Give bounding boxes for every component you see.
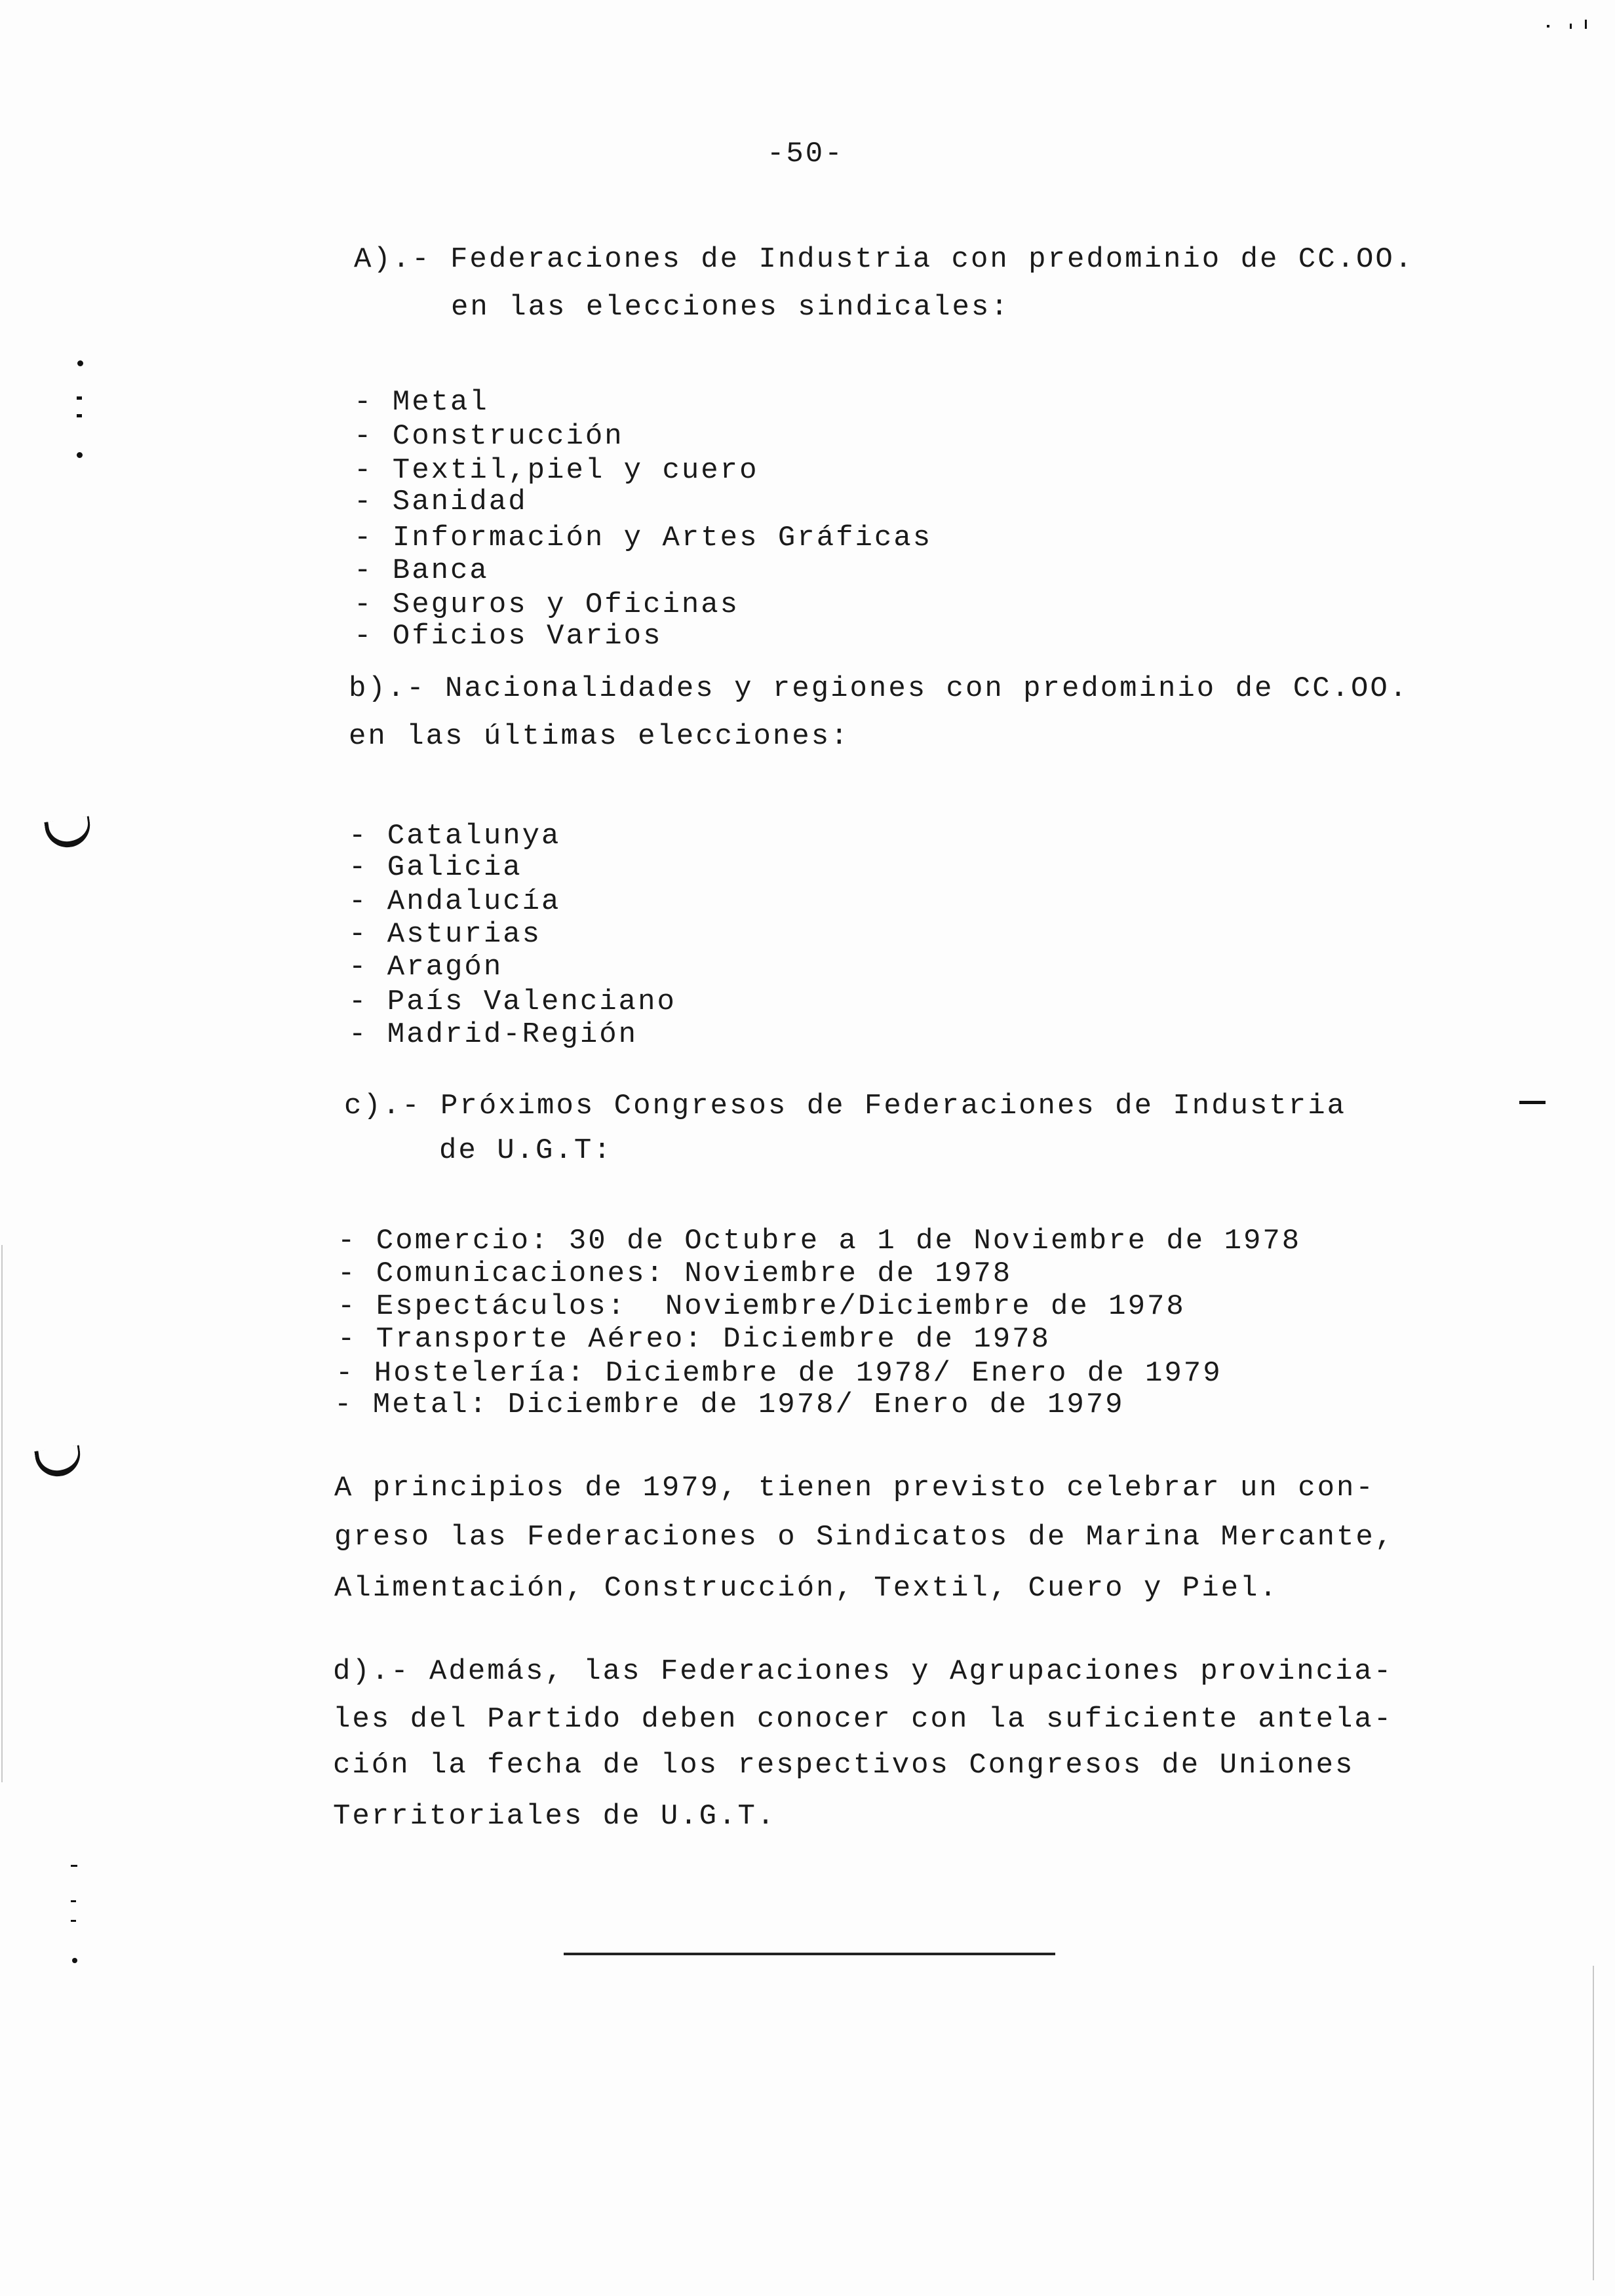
section-c-heading-line1: c).- Próximos Congresos de Federaciones de Industria bbox=[344, 1090, 1347, 1122]
list-item: - Oficios Varios bbox=[354, 620, 663, 653]
list-item: - Banca bbox=[354, 554, 489, 587]
scan-mark bbox=[1570, 24, 1572, 29]
list-item: - Galicia bbox=[349, 851, 522, 884]
scan-mark bbox=[71, 1900, 76, 1902]
list-item: - Sanidad bbox=[354, 486, 528, 518]
paragraph-line: greso las Federaciones o Sindicatos de Marina Mercante, bbox=[334, 1521, 1395, 1554]
scan-mark bbox=[71, 1920, 76, 1922]
scan-mark bbox=[77, 360, 83, 366]
paragraph-line: Alimentación, Construcción, Textil, Cuero y Piel. bbox=[334, 1572, 1279, 1605]
scan-mark bbox=[1519, 1101, 1546, 1104]
paragraph-line: A principios de 1979, tienen previsto celebrar un con- bbox=[334, 1472, 1375, 1504]
scan-mark bbox=[77, 414, 82, 417]
section-c-heading-line2: de U.G.T: bbox=[439, 1134, 613, 1167]
list-item: - Espectáculos: Noviembre/Diciembre de 1978 bbox=[338, 1290, 1186, 1323]
scan-mark bbox=[71, 1865, 77, 1867]
list-item: - Aragón bbox=[349, 951, 503, 984]
list-item: - Construcción bbox=[354, 420, 624, 453]
paragraph-line: d).- Además, las Federaciones y Agrupaciones provincia- bbox=[333, 1655, 1393, 1688]
list-item: - Madrid-Región bbox=[349, 1018, 638, 1051]
list-item: - Catalunya bbox=[349, 820, 561, 852]
list-item: - Seguros y Oficinas bbox=[354, 588, 740, 621]
section-b-heading-line1: b).- Nacionalidades y regiones con predominio de CC.OO. bbox=[349, 672, 1409, 705]
scan-mark bbox=[77, 396, 82, 400]
list-item: - País Valenciano bbox=[349, 985, 676, 1018]
list-item: - Andalucía bbox=[349, 885, 561, 918]
section-b-heading-line2: en las últimas elecciones: bbox=[349, 720, 850, 753]
paragraph-line: les del Partido deben conocer con la suficiente antela- bbox=[333, 1703, 1393, 1736]
list-item: - Hostelería: Diciembre de 1978/ Enero de 1979 bbox=[336, 1357, 1222, 1390]
list-item: - Textil,piel y cuero bbox=[354, 454, 759, 487]
list-item: - Metal: Diciembre de 1978/ Enero de 1979 bbox=[334, 1388, 1125, 1421]
list-item: - Comunicaciones: Noviembre de 1978 bbox=[338, 1257, 1013, 1290]
list-item: - Transporte Aéreo: Diciembre de 1978 bbox=[338, 1323, 1051, 1356]
punch-hole-mark-lower bbox=[34, 1445, 83, 1479]
section-a-heading-line2: en las elecciones sindicales: bbox=[451, 291, 1010, 324]
section-a-heading-line1: A).- Federaciones de Industria con predominio de CC.OO. bbox=[354, 243, 1414, 276]
scan-edge-line-left bbox=[1, 1245, 3, 1782]
page-number: -50- bbox=[767, 138, 844, 170]
list-item: - Metal bbox=[354, 386, 489, 419]
scan-mark bbox=[1585, 20, 1587, 29]
scan-edge-line-right bbox=[1593, 1966, 1594, 2280]
paragraph-line: ción la fecha de los respectivos Congresos de Uniones bbox=[333, 1749, 1355, 1782]
closing-rule bbox=[564, 1953, 1055, 1955]
paragraph-line: Territoriales de U.G.T. bbox=[333, 1800, 777, 1833]
scan-mark bbox=[77, 452, 83, 458]
scan-mark bbox=[1547, 25, 1549, 28]
list-item: - Información y Artes Gráficas bbox=[354, 522, 933, 554]
scan-mark bbox=[72, 1958, 77, 1963]
list-item: - Asturias bbox=[349, 918, 542, 951]
punch-hole-mark-upper bbox=[44, 816, 92, 850]
list-item: - Comercio: 30 de Octubre a 1 de Noviembre de 1978 bbox=[338, 1225, 1302, 1257]
